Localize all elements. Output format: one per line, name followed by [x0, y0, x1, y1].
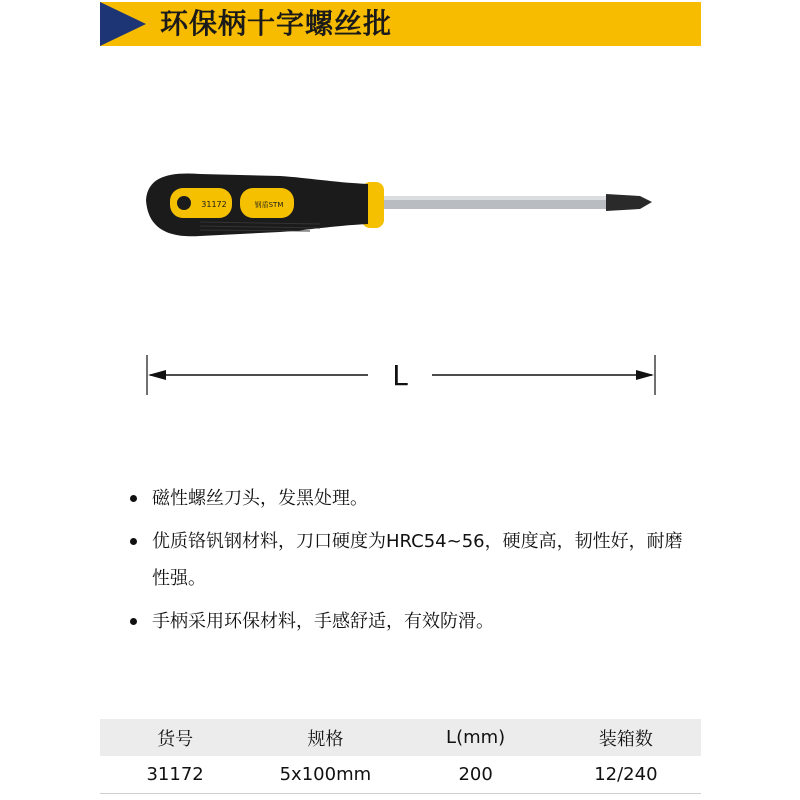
cell-spec: 5x100mm [279, 764, 372, 785]
column-header-length: L(mm) [401, 719, 551, 756]
feature-item [128, 480, 688, 517]
handle-brand-text: 钢盾STM [254, 201, 284, 209]
feature-text: 手柄采用环保材料，手感舒适，有效防滑。 [152, 611, 494, 632]
hanging-hole [177, 196, 191, 210]
cell-length: 200 [458, 764, 493, 785]
table-row [100, 756, 701, 794]
spec-table [100, 719, 701, 794]
feature-text: 优质铬钒钢材料，刀口硬度为HRC54~56，硬度高，韧性好，耐磨性强。 [152, 531, 683, 589]
handle-model-text: 31172 [201, 200, 227, 209]
arrow-right-icon [636, 370, 654, 380]
shaft-highlight [378, 196, 606, 200]
column-header-spec: 规格 [250, 719, 400, 756]
bullet-icon [130, 618, 137, 625]
table-header-row [100, 719, 701, 756]
arrow-left-icon [148, 370, 166, 380]
column-header-pack-qty: 装箱数 [551, 719, 701, 756]
feature-text: 磁性螺丝刀头，发黑处理。 [152, 488, 368, 509]
banner-triangle-icon [100, 2, 150, 46]
dimension-label: L [392, 359, 408, 392]
feature-item [128, 523, 688, 597]
phillips-tip [606, 194, 652, 211]
bullet-icon [130, 495, 137, 502]
bullet-icon [130, 538, 137, 545]
feature-list [128, 480, 688, 646]
title-banner [100, 2, 701, 46]
cell-item-no: 31172 [146, 764, 204, 785]
column-header-item-no: 货号 [100, 719, 250, 756]
cell-pack-qty: 12/240 [594, 764, 658, 785]
page-title: 环保柄十字螺丝批 [160, 7, 393, 40]
feature-item [128, 603, 688, 640]
screwdriver-image [140, 168, 670, 258]
